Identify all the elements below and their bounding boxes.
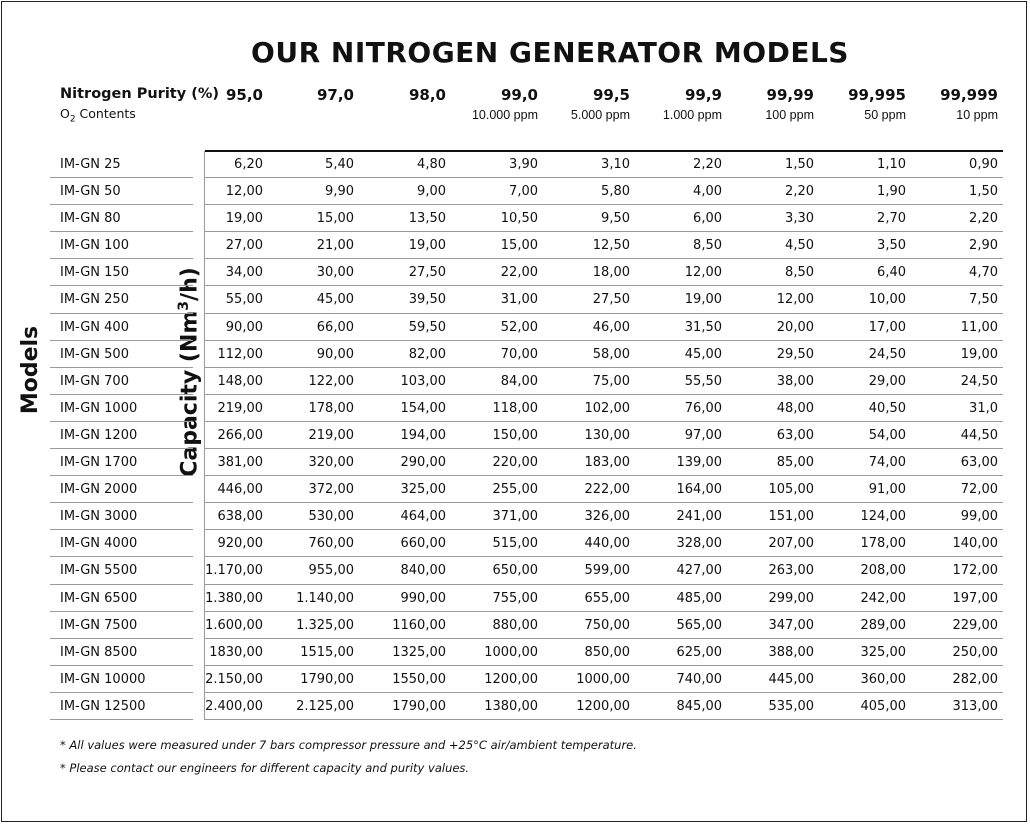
- capacity-cell: 1380,00: [484, 698, 538, 714]
- capacity-cell: 24,50: [960, 373, 998, 389]
- capacity-cell: 0,90: [969, 157, 998, 172]
- capacity-cell: 48,00: [776, 400, 814, 416]
- capacity-cell: 1830,00: [209, 644, 263, 660]
- capacity-cell: 2.125,00: [296, 698, 354, 714]
- capacity-cell: 9,90: [325, 184, 354, 200]
- capacity-cell: 178,00: [860, 536, 906, 552]
- capacity-cell: 760,00: [308, 536, 354, 552]
- purity-header-0: 95,0: [225, 86, 263, 104]
- ppm-header-3: 10.000 ppm: [471, 108, 538, 122]
- capacity-cell: 3,10: [601, 157, 630, 172]
- capacity-cell: 15,00: [316, 211, 354, 227]
- capacity-cell: 22,00: [500, 265, 538, 281]
- capacity-cell: 530,00: [308, 509, 354, 525]
- capacity-cell: 63,00: [960, 455, 998, 471]
- capacity-cell: 139,00: [676, 455, 722, 471]
- capacity-cell: 1,90: [877, 184, 906, 200]
- capacity-cell: 1.600,00: [205, 617, 263, 633]
- capacity-cell: 10,50: [500, 211, 538, 227]
- capacity-cell: 313,00: [952, 698, 998, 714]
- model-name: IM-GN 8500: [60, 644, 138, 660]
- capacity-cell: 222,00: [584, 482, 630, 498]
- capacity-cell: 154,00: [400, 400, 446, 416]
- capacity-cell: 266,00: [217, 427, 263, 443]
- model-name: IM-GN 80: [60, 211, 121, 227]
- purity-header-6: 99,99: [766, 86, 814, 104]
- capacity-cell: 55,00: [225, 292, 263, 308]
- capacity-cell: 1000,00: [484, 644, 538, 660]
- footnote-2: * Please contact our engineers for different capacity and purity values.: [60, 761, 470, 775]
- capacity-cell: 17,00: [868, 319, 906, 335]
- capacity-cell: 29,50: [776, 346, 814, 362]
- o2-contents-label: $O_2$ Contents: [60, 106, 136, 125]
- purity-header-8: 99,999: [940, 86, 998, 104]
- capacity-cell: 74,00: [868, 455, 906, 471]
- capacity-cell: 3,90: [509, 157, 538, 172]
- capacity-cell: 625,00: [676, 644, 722, 660]
- model-name: IM-GN 700: [60, 373, 129, 389]
- capacity-cell: 446,00: [217, 482, 263, 498]
- capacity-cell: 164,00: [676, 482, 722, 498]
- capacity-cell: 19,00: [225, 211, 263, 227]
- capacity-cell: 325,00: [400, 482, 446, 498]
- capacity-cell: 97,00: [684, 427, 722, 443]
- table-row: [0, 449, 1030, 476]
- purity-header-5: 99,9: [684, 86, 722, 104]
- capacity-cell: 30,00: [316, 265, 354, 281]
- capacity-cell: 27,50: [592, 292, 630, 308]
- capacity-cell: 250,00: [952, 644, 998, 660]
- capacity-cell: 1000,00: [576, 671, 630, 687]
- ppm-header-6: 100 ppm: [765, 108, 814, 122]
- capacity-cell: 1.140,00: [296, 590, 354, 606]
- capacity-cell: 299,00: [768, 590, 814, 606]
- capacity-cell: 11,00: [960, 319, 998, 335]
- table-row: [0, 476, 1030, 503]
- capacity-cell: 6,20: [234, 157, 263, 172]
- capacity-cell: 44,50: [960, 427, 998, 443]
- capacity-cell: 840,00: [400, 563, 446, 579]
- model-name: IM-GN 150: [60, 265, 129, 281]
- capacity-cell: 1515,00: [300, 644, 354, 660]
- capacity-cell: 347,00: [768, 617, 814, 633]
- capacity-cell: 29,00: [868, 373, 906, 389]
- capacity-cell: 660,00: [400, 536, 446, 552]
- capacity-cell: 1200,00: [576, 698, 630, 714]
- row-divider-right: [205, 719, 1003, 720]
- capacity-cell: 12,00: [225, 184, 263, 200]
- model-name: IM-GN 4000: [60, 536, 138, 552]
- capacity-cell: 325,00: [860, 644, 906, 660]
- capacity-cell: 21,00: [316, 238, 354, 254]
- capacity-cell: 9,00: [417, 184, 446, 200]
- capacity-cell: 8,50: [785, 265, 814, 281]
- capacity-cell: 122,00: [308, 373, 354, 389]
- capacity-cell: 150,00: [492, 427, 538, 443]
- capacity-cell: 45,00: [684, 346, 722, 362]
- capacity-cell: 360,00: [860, 671, 906, 687]
- ppm-header-5: 1.000 ppm: [662, 108, 722, 122]
- ppm-header-4: 5.000 ppm: [570, 108, 630, 122]
- capacity-cell: 4,70: [969, 265, 998, 281]
- capacity-cell: 20,00: [776, 319, 814, 335]
- purity-header-3: 99,0: [500, 86, 538, 104]
- capacity-cell: 638,00: [217, 509, 263, 525]
- capacity-cell: 102,00: [584, 400, 630, 416]
- capacity-cell: 40,50: [868, 400, 906, 416]
- capacity-cell: 326,00: [584, 509, 630, 525]
- capacity-cell: 52,00: [500, 319, 538, 335]
- capacity-cell: 45,00: [316, 292, 354, 308]
- capacity-cell: 990,00: [400, 590, 446, 606]
- capacity-cell: 2,20: [693, 157, 722, 172]
- purity-header-7: 99,995: [848, 86, 906, 104]
- model-name: IM-GN 3000: [60, 509, 138, 525]
- table-row: [0, 286, 1030, 313]
- purity-header-2: 98,0: [408, 86, 446, 104]
- table-row: [0, 395, 1030, 422]
- capacity-cell: 320,00: [308, 455, 354, 471]
- capacity-cell: 12,00: [684, 265, 722, 281]
- capacity-cell: 38,00: [776, 373, 814, 389]
- capacity-cell: 178,00: [308, 400, 354, 416]
- capacity-cell: 4,80: [417, 157, 446, 172]
- capacity-cell: 755,00: [492, 590, 538, 606]
- capacity-cell: 140,00: [952, 536, 998, 552]
- model-name: IM-GN 2000: [60, 482, 138, 498]
- table-row: [0, 639, 1030, 666]
- capacity-cell: 172,00: [952, 563, 998, 579]
- capacity-cell: 515,00: [492, 536, 538, 552]
- capacity-cell: 10,00: [868, 292, 906, 308]
- capacity-cell: 955,00: [308, 563, 354, 579]
- capacity-cell: 405,00: [860, 698, 906, 714]
- capacity-cell: 103,00: [400, 373, 446, 389]
- capacity-cell: 207,00: [768, 536, 814, 552]
- capacity-cell: 920,00: [217, 536, 263, 552]
- model-name: IM-GN 400: [60, 319, 129, 335]
- capacity-cell: 19,00: [408, 238, 446, 254]
- capacity-cell: 112,00: [217, 346, 263, 362]
- capacity-cell: 3,30: [785, 211, 814, 227]
- model-name: IM-GN 1000: [60, 400, 138, 416]
- capacity-cell: 24,50: [868, 346, 906, 362]
- capacity-cell: 255,00: [492, 482, 538, 498]
- capacity-cell: 8,50: [693, 238, 722, 254]
- capacity-cell: 1790,00: [392, 698, 446, 714]
- capacity-cell: 655,00: [584, 590, 630, 606]
- table-row: [0, 178, 1030, 205]
- capacity-cell: 34,00: [225, 265, 263, 281]
- capacity-cell: 5,80: [601, 184, 630, 200]
- capacity-cell: 13,50: [408, 211, 446, 227]
- capacity-cell: 219,00: [308, 427, 354, 443]
- capacity-cell: 70,00: [500, 346, 538, 362]
- capacity-cell: 1,50: [785, 157, 814, 172]
- capacity-cell: 7,00: [509, 184, 538, 200]
- capacity-cell: 1325,00: [392, 644, 446, 660]
- capacity-cell: 124,00: [860, 509, 906, 525]
- page-title: OUR NITROGEN GENERATOR MODELS: [251, 36, 849, 69]
- capacity-cell: 19,00: [960, 346, 998, 362]
- capacity-cell: 445,00: [768, 671, 814, 687]
- capacity-cell: 55,50: [684, 373, 722, 389]
- capacity-cell: 1.170,00: [205, 563, 263, 579]
- capacity-cell: 66,00: [316, 319, 354, 335]
- capacity-cell: 219,00: [217, 400, 263, 416]
- capacity-cell: 2.150,00: [205, 671, 263, 687]
- model-name: IM-GN 500: [60, 346, 129, 362]
- capacity-cell: 63,00: [776, 427, 814, 443]
- capacity-cell: 1550,00: [392, 671, 446, 687]
- capacity-cell: 2,20: [785, 184, 814, 200]
- capacity-cell: 1160,00: [392, 617, 446, 633]
- capacity-cell: 118,00: [492, 400, 538, 416]
- capacity-cell: 371,00: [492, 509, 538, 525]
- capacity-cell: 290,00: [400, 455, 446, 471]
- capacity-cell: 39,50: [408, 292, 446, 308]
- capacity-cell: 54,00: [868, 427, 906, 443]
- capacity-cell: 1200,00: [484, 671, 538, 687]
- models-axis-label: Models: [18, 325, 43, 415]
- table-row: [0, 693, 1030, 720]
- capacity-cell: 289,00: [860, 617, 906, 633]
- capacity-cell: 4,00: [693, 184, 722, 200]
- table-row: [0, 585, 1030, 612]
- capacity-cell: 148,00: [217, 373, 263, 389]
- capacity-cell: 15,00: [500, 238, 538, 254]
- row-divider-left: [50, 719, 193, 720]
- capacity-cell: 282,00: [952, 671, 998, 687]
- capacity-cell: 46,00: [592, 319, 630, 335]
- capacity-cell: 197,00: [952, 590, 998, 606]
- model-name: IM-GN 1200: [60, 427, 138, 443]
- capacity-cell: 535,00: [768, 698, 814, 714]
- table-row: [0, 314, 1030, 341]
- capacity-cell: 1,10: [877, 157, 906, 172]
- table-row: [0, 205, 1030, 232]
- capacity-cell: 27,00: [225, 238, 263, 254]
- capacity-cell: 85,00: [776, 455, 814, 471]
- capacity-cell: 372,00: [308, 482, 354, 498]
- capacity-cell: 76,00: [684, 400, 722, 416]
- capacity-cell: 58,00: [592, 346, 630, 362]
- table-row: [0, 530, 1030, 557]
- capacity-cell: 12,00: [776, 292, 814, 308]
- capacity-cell: 328,00: [676, 536, 722, 552]
- capacity-cell: 2,90: [969, 238, 998, 254]
- capacity-cell: 242,00: [860, 590, 906, 606]
- purity-header-4: 99,5: [592, 86, 630, 104]
- capacity-cell: 599,00: [584, 563, 630, 579]
- table-row: [0, 557, 1030, 584]
- capacity-cell: 99,00: [960, 509, 998, 525]
- capacity-cell: 880,00: [492, 617, 538, 633]
- capacity-cell: 151,00: [768, 509, 814, 525]
- capacity-cell: 263,00: [768, 563, 814, 579]
- capacity-cell: 2.400,00: [205, 698, 263, 714]
- capacity-cell: 6,40: [877, 265, 906, 281]
- capacity-cell: 105,00: [768, 482, 814, 498]
- capacity-cell: 750,00: [584, 617, 630, 633]
- capacity-cell: 1,50: [969, 184, 998, 200]
- capacity-cell: 82,00: [408, 346, 446, 362]
- capacity-cell: 90,00: [225, 319, 263, 335]
- capacity-cell: 740,00: [676, 671, 722, 687]
- purity-header-label: Nitrogen Purity (%): [60, 86, 220, 102]
- model-name: IM-GN 1700: [60, 455, 138, 471]
- capacity-cell: 130,00: [584, 427, 630, 443]
- capacity-cell: 440,00: [584, 536, 630, 552]
- capacity-cell: 3,50: [877, 238, 906, 254]
- capacity-cell: 18,00: [592, 265, 630, 281]
- capacity-cell: 12,50: [592, 238, 630, 254]
- capacity-cell: 565,00: [676, 617, 722, 633]
- capacity-cell: 91,00: [868, 482, 906, 498]
- capacity-cell: 183,00: [584, 455, 630, 471]
- capacity-cell: 1.325,00: [296, 617, 354, 633]
- table-row: [0, 612, 1030, 639]
- model-name: IM-GN 12500: [60, 698, 146, 714]
- capacity-cell: 208,00: [860, 563, 906, 579]
- table-row: [0, 259, 1030, 286]
- table-row: [0, 503, 1030, 530]
- capacity-cell: 72,00: [960, 482, 998, 498]
- capacity-cell: 650,00: [492, 563, 538, 579]
- capacity-cell: 1790,00: [300, 671, 354, 687]
- capacity-cell: 850,00: [584, 644, 630, 660]
- capacity-cell: 241,00: [676, 509, 722, 525]
- ppm-header-7: 50 ppm: [864, 108, 906, 122]
- capacity-axis-label: Capacity (Nm$^3$/h): [176, 267, 203, 477]
- capacity-cell: 27,50: [408, 265, 446, 281]
- capacity-cell: 1.380,00: [205, 590, 263, 606]
- model-name: IM-GN 250: [60, 292, 129, 308]
- capacity-cell: 84,00: [500, 373, 538, 389]
- capacity-cell: 485,00: [676, 590, 722, 606]
- capacity-cell: 19,00: [684, 292, 722, 308]
- ppm-header-8: 10 ppm: [956, 108, 998, 122]
- model-name: IM-GN 6500: [60, 590, 138, 606]
- capacity-cell: 388,00: [768, 644, 814, 660]
- capacity-cell: 2,70: [877, 211, 906, 227]
- capacity-cell: 75,00: [592, 373, 630, 389]
- capacity-cell: 31,00: [500, 292, 538, 308]
- model-name: IM-GN 50: [60, 184, 121, 200]
- capacity-cell: 90,00: [316, 346, 354, 362]
- table-row: [0, 232, 1030, 259]
- capacity-cell: 5,40: [325, 157, 354, 172]
- capacity-cell: 59,50: [408, 319, 446, 335]
- capacity-cell: 229,00: [952, 617, 998, 633]
- model-name: IM-GN 5500: [60, 563, 138, 579]
- capacity-table: [0, 151, 1030, 720]
- capacity-cell: 2,20: [969, 211, 998, 227]
- model-name: IM-GN 10000: [60, 671, 146, 687]
- model-name: IM-GN 100: [60, 238, 129, 254]
- capacity-cell: 427,00: [676, 563, 722, 579]
- purity-header-1: 97,0: [316, 86, 354, 104]
- capacity-cell: 220,00: [492, 455, 538, 471]
- table-row: [0, 422, 1030, 449]
- capacity-cell: 31,50: [684, 319, 722, 335]
- table-row: [0, 368, 1030, 395]
- capacity-cell: 7,50: [969, 292, 998, 308]
- capacity-cell: 464,00: [400, 509, 446, 525]
- table-row: [0, 666, 1030, 693]
- capacity-cell: 194,00: [400, 427, 446, 443]
- capacity-cell: 845,00: [676, 698, 722, 714]
- table-row: [0, 151, 1030, 178]
- capacity-cell: 9,50: [601, 211, 630, 227]
- capacity-cell: 381,00: [217, 455, 263, 471]
- capacity-cell: 6,00: [693, 211, 722, 227]
- model-name: IM-GN 25: [60, 157, 121, 172]
- model-name: IM-GN 7500: [60, 617, 138, 633]
- footnote-1: * All values were measured under 7 bars compressor pressure and +25°C air/ambient temperature.: [60, 738, 637, 752]
- capacity-cell: 31,0: [969, 400, 998, 416]
- capacity-cell: 4,50: [785, 238, 814, 254]
- table-row: [0, 341, 1030, 368]
